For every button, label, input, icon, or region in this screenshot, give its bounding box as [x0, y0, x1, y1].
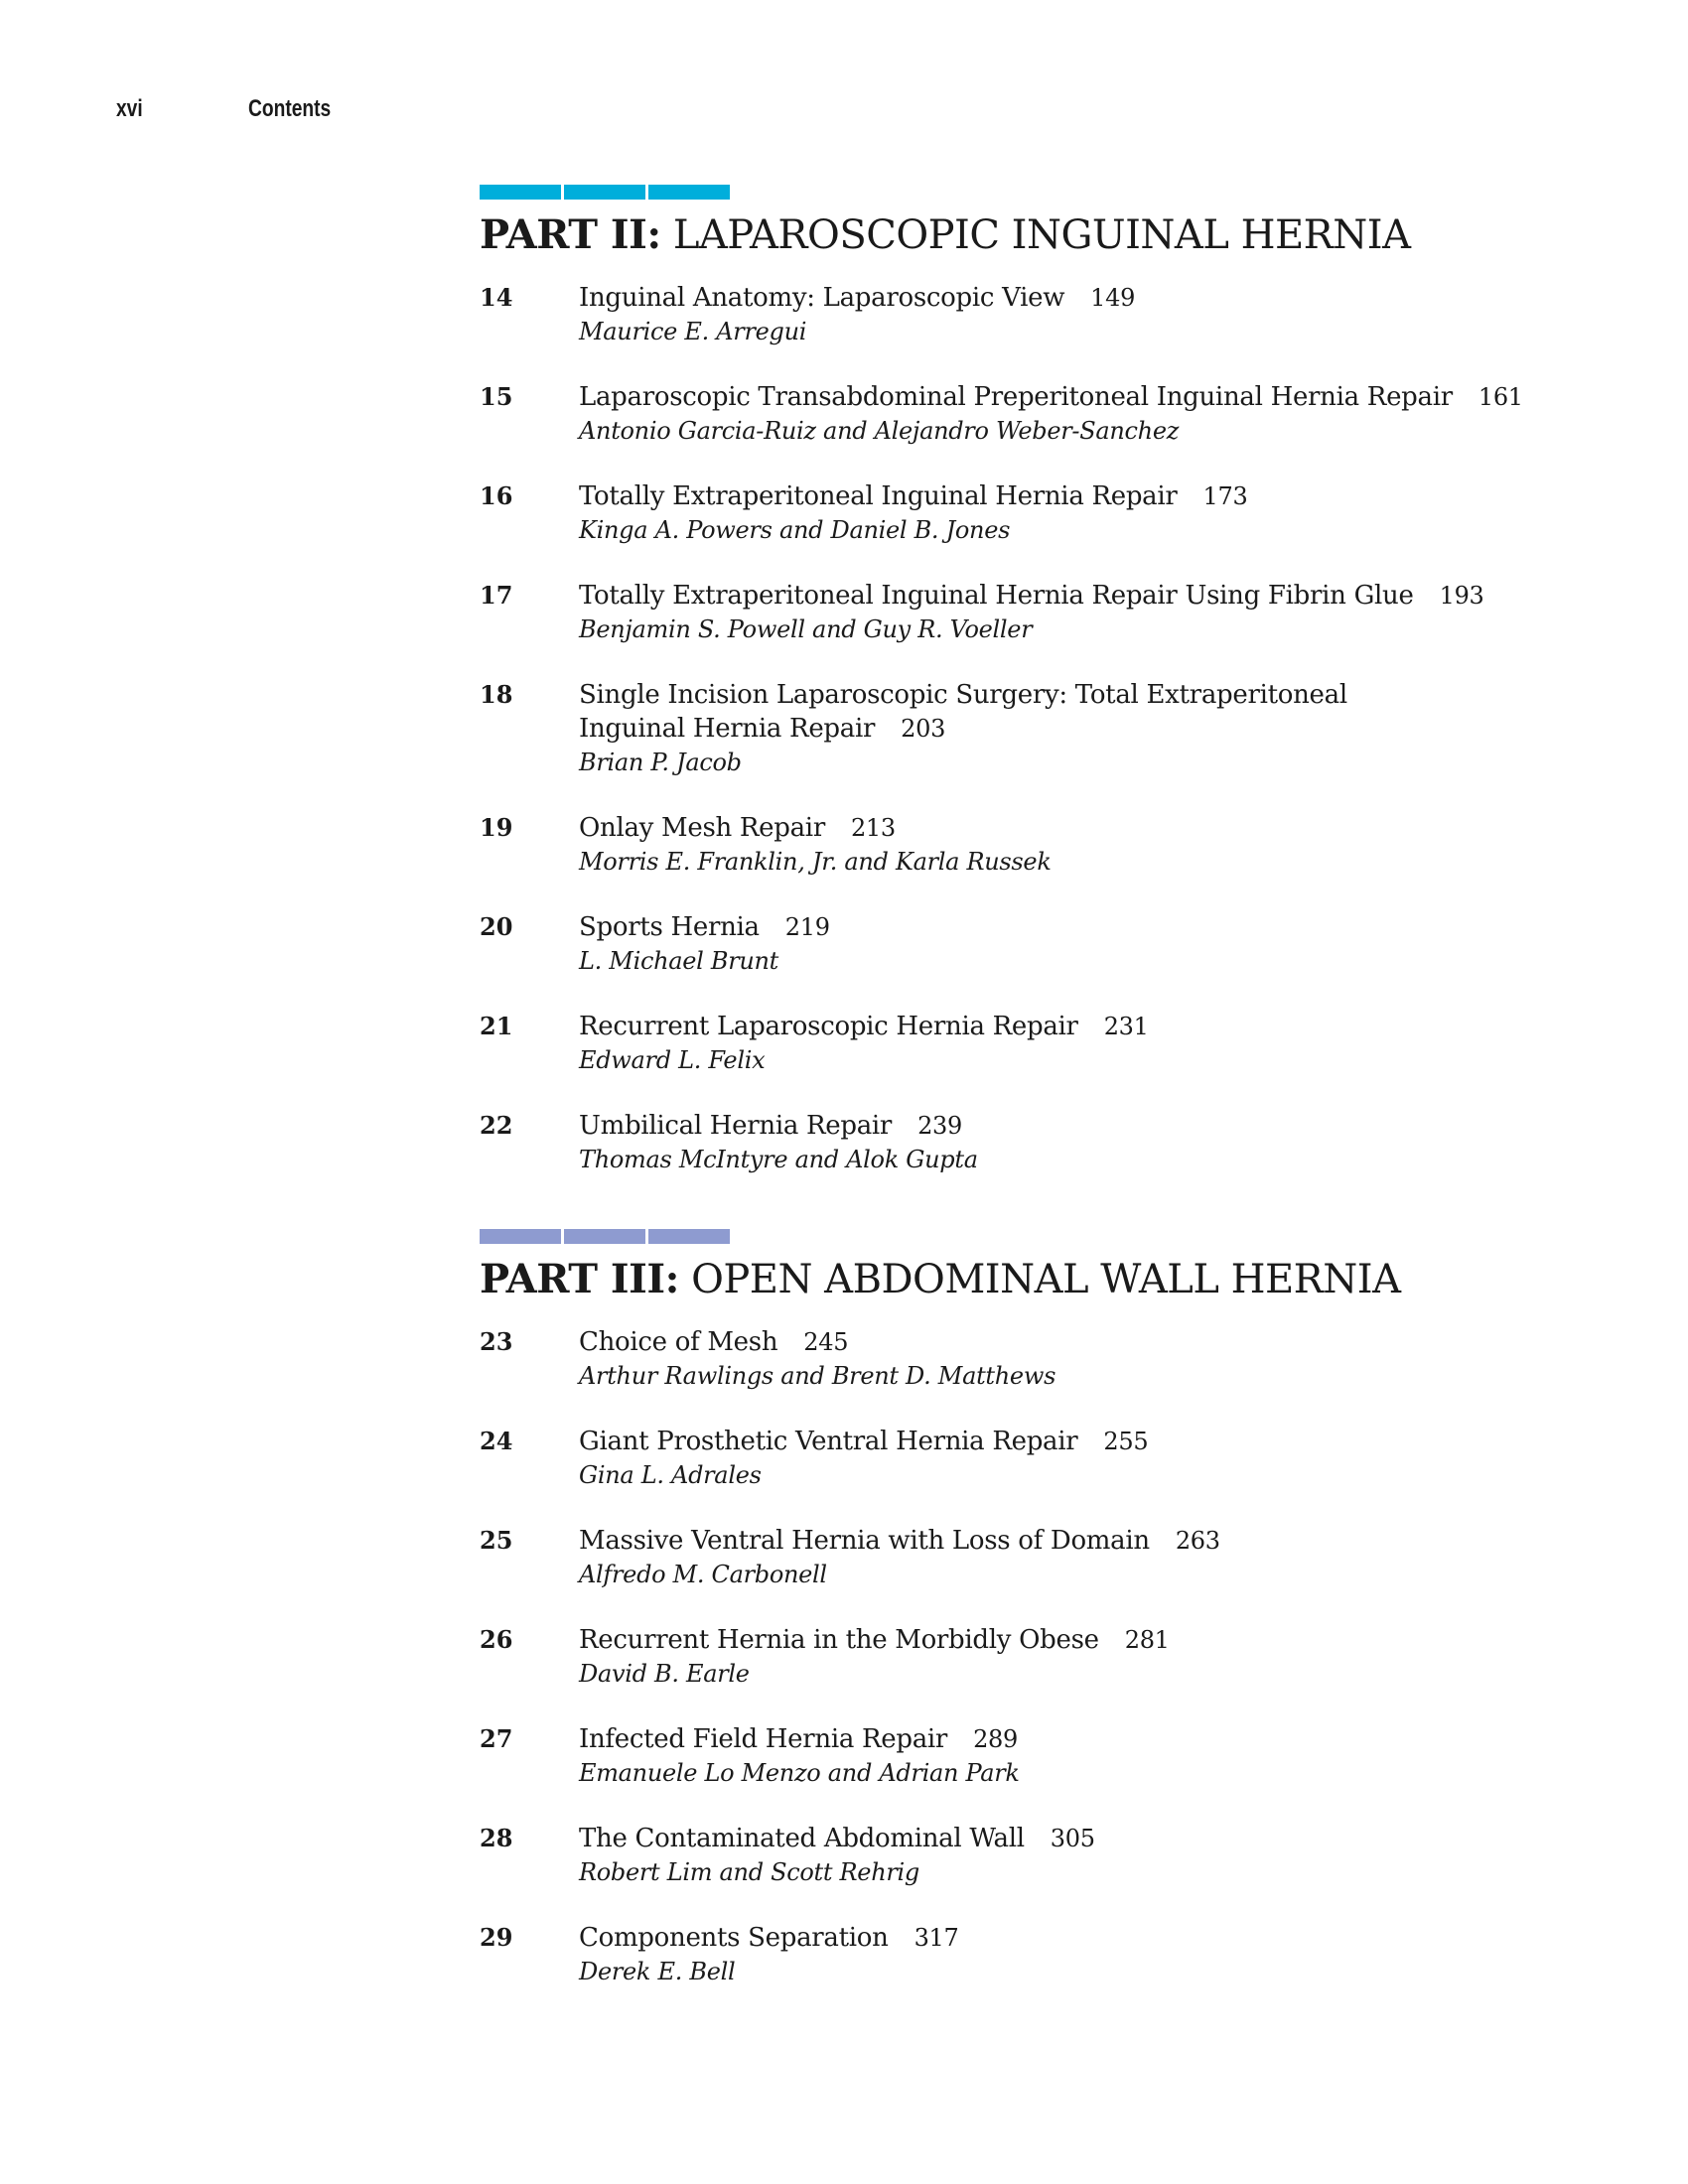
- chapter-number: 20: [480, 912, 513, 941]
- chapter-authors: Benjamin S. Powell and Guy R. Voeller: [579, 615, 1033, 643]
- chapter-entry[interactable]: [480, 1722, 1572, 1790]
- chapter-number: 18: [480, 680, 513, 709]
- part-heading: [480, 211, 1572, 259]
- part-label: PART III:: [480, 1256, 679, 1302]
- part-label: PART II:: [480, 211, 661, 258]
- chapter-title[interactable]: Single Incision Laparoscopic Surgery: Total Extraperitoneal Inguinal Hernia Repair: [579, 680, 1347, 744]
- chapter-page: 255: [1103, 1428, 1149, 1455]
- chapter-page: 281: [1124, 1626, 1170, 1654]
- running-head-section: Contents: [248, 95, 332, 122]
- chapter-entry[interactable]: [480, 479, 1572, 547]
- chapter-title[interactable]: The Contaminated Abdominal Wall: [579, 1824, 1025, 1853]
- color-bar-segment: [564, 185, 645, 200]
- part-title: LAPAROSCOPIC INGUINAL HERNIA: [672, 212, 1411, 258]
- chapter-entry[interactable]: [480, 579, 1572, 646]
- chapter-number: 23: [480, 1327, 513, 1356]
- chapter-number: 19: [480, 813, 513, 842]
- chapter-number: 28: [480, 1824, 513, 1852]
- chapter-page: 149: [1090, 284, 1136, 312]
- color-bar-segment: [648, 1229, 730, 1244]
- chapter-authors: Thomas McIntyre and Alok Gupta: [579, 1146, 978, 1173]
- part-ii-section: [480, 185, 1572, 1208]
- part-title: OPEN ABDOMINAL WALL HERNIA: [691, 1257, 1401, 1302]
- part-color-bar: [480, 185, 1572, 200]
- chapter-number: 24: [480, 1427, 513, 1455]
- color-bar-segment: [648, 185, 730, 200]
- chapter-list: [480, 1325, 1572, 1988]
- chapter-number: 17: [480, 581, 513, 610]
- chapter-list: [480, 281, 1572, 1176]
- chapter-title[interactable]: Giant Prosthetic Ventral Hernia Repair: [579, 1427, 1078, 1456]
- chapter-number: 14: [480, 283, 513, 312]
- chapter-authors: Gina L. Adrales: [579, 1461, 762, 1489]
- chapter-entry[interactable]: [480, 811, 1572, 879]
- running-head-page-number: xvi: [116, 95, 143, 122]
- part-color-bar: [480, 1229, 1572, 1244]
- part-iii-section: [480, 1229, 1572, 2020]
- chapter-entry[interactable]: [480, 1623, 1572, 1691]
- chapter-title[interactable]: Totally Extraperitoneal Inguinal Hernia Repair: [579, 481, 1178, 511]
- chapter-authors: Arthur Rawlings and Brent D. Matthews: [579, 1362, 1056, 1390]
- chapter-title[interactable]: Recurrent Hernia in the Morbidly Obese: [579, 1625, 1099, 1655]
- chapter-page: 317: [914, 1924, 959, 1952]
- part-heading: [480, 1256, 1572, 1303]
- chapter-page: 231: [1103, 1013, 1149, 1040]
- chapter-number: 26: [480, 1625, 513, 1654]
- chapter-authors: Robert Lim and Scott Rehrig: [579, 1858, 919, 1886]
- chapter-authors: L. Michael Brunt: [579, 947, 779, 975]
- chapter-number: 29: [480, 1923, 513, 1952]
- chapter-title[interactable]: Massive Ventral Hernia with Loss of Domain: [579, 1526, 1150, 1556]
- chapter-title[interactable]: Inguinal Anatomy: Laparoscopic View: [579, 283, 1065, 313]
- chapter-entry[interactable]: [480, 281, 1572, 348]
- chapter-authors: Antonio Garcia-Ruiz and Alejandro Weber-Sanchez: [579, 417, 1180, 445]
- chapter-entry[interactable]: [480, 1010, 1572, 1077]
- chapter-entry[interactable]: [480, 1921, 1572, 1988]
- chapter-number: 16: [480, 481, 513, 510]
- chapter-title[interactable]: Recurrent Laparoscopic Hernia Repair: [579, 1012, 1078, 1041]
- chapter-entry[interactable]: [480, 1425, 1572, 1492]
- chapter-title[interactable]: Infected Field Hernia Repair: [579, 1724, 948, 1754]
- chapter-page: 263: [1175, 1527, 1220, 1555]
- chapter-title[interactable]: Components Separation: [579, 1923, 889, 1953]
- chapter-page: 203: [901, 715, 946, 743]
- chapter-authors: David B. Earle: [579, 1660, 750, 1688]
- chapter-title[interactable]: Sports Hernia: [579, 912, 760, 942]
- chapter-authors: Alfredo M. Carbonell: [579, 1561, 827, 1588]
- chapter-entry[interactable]: [480, 910, 1572, 978]
- chapter-number: 27: [480, 1724, 513, 1753]
- chapter-entry[interactable]: [480, 1325, 1572, 1393]
- chapter-page: 193: [1439, 582, 1484, 610]
- chapter-authors: Emanuele Lo Menzo and Adrian Park: [579, 1759, 1020, 1787]
- color-bar-segment: [480, 185, 561, 200]
- chapter-page: 245: [803, 1328, 849, 1356]
- chapter-entry[interactable]: [480, 1109, 1572, 1176]
- chapter-page: 239: [917, 1112, 962, 1140]
- chapter-number: 15: [480, 382, 513, 411]
- chapter-number: 25: [480, 1526, 513, 1555]
- chapter-title[interactable]: Totally Extraperitoneal Inguinal Hernia Repair Using Fibrin Glue: [579, 581, 1414, 611]
- color-bar-segment: [564, 1229, 645, 1244]
- chapter-title[interactable]: Onlay Mesh Repair: [579, 813, 825, 843]
- chapter-entry[interactable]: [480, 1524, 1572, 1591]
- chapter-page: 289: [973, 1725, 1018, 1753]
- chapter-page: 173: [1202, 482, 1248, 510]
- chapter-authors: Morris E. Franklin, Jr. and Karla Russek: [579, 848, 1052, 876]
- chapter-authors: Brian P. Jacob: [579, 749, 742, 776]
- chapter-authors: Kinga A. Powers and Daniel B. Jones: [579, 516, 1011, 544]
- chapter-title[interactable]: Laparoscopic Transabdominal Preperitoneal Inguinal Hernia Repair: [579, 382, 1453, 412]
- chapter-page: 161: [1477, 383, 1523, 411]
- chapter-page: 305: [1050, 1825, 1095, 1852]
- chapter-authors: Maurice E. Arregui: [579, 318, 807, 345]
- chapter-entry[interactable]: [480, 678, 1572, 779]
- chapter-page: 219: [784, 913, 830, 941]
- chapter-entry[interactable]: [480, 380, 1572, 448]
- chapter-number: 21: [480, 1012, 513, 1040]
- color-bar-segment: [480, 1229, 561, 1244]
- chapter-title[interactable]: Choice of Mesh: [579, 1327, 778, 1357]
- chapter-number: 22: [480, 1111, 513, 1140]
- chapter-page: 213: [850, 814, 896, 842]
- chapter-authors: Edward L. Felix: [579, 1046, 766, 1074]
- chapter-entry[interactable]: [480, 1822, 1572, 1889]
- chapter-title[interactable]: Umbilical Hernia Repair: [579, 1111, 893, 1141]
- chapter-authors: Derek E. Bell: [579, 1958, 736, 1985]
